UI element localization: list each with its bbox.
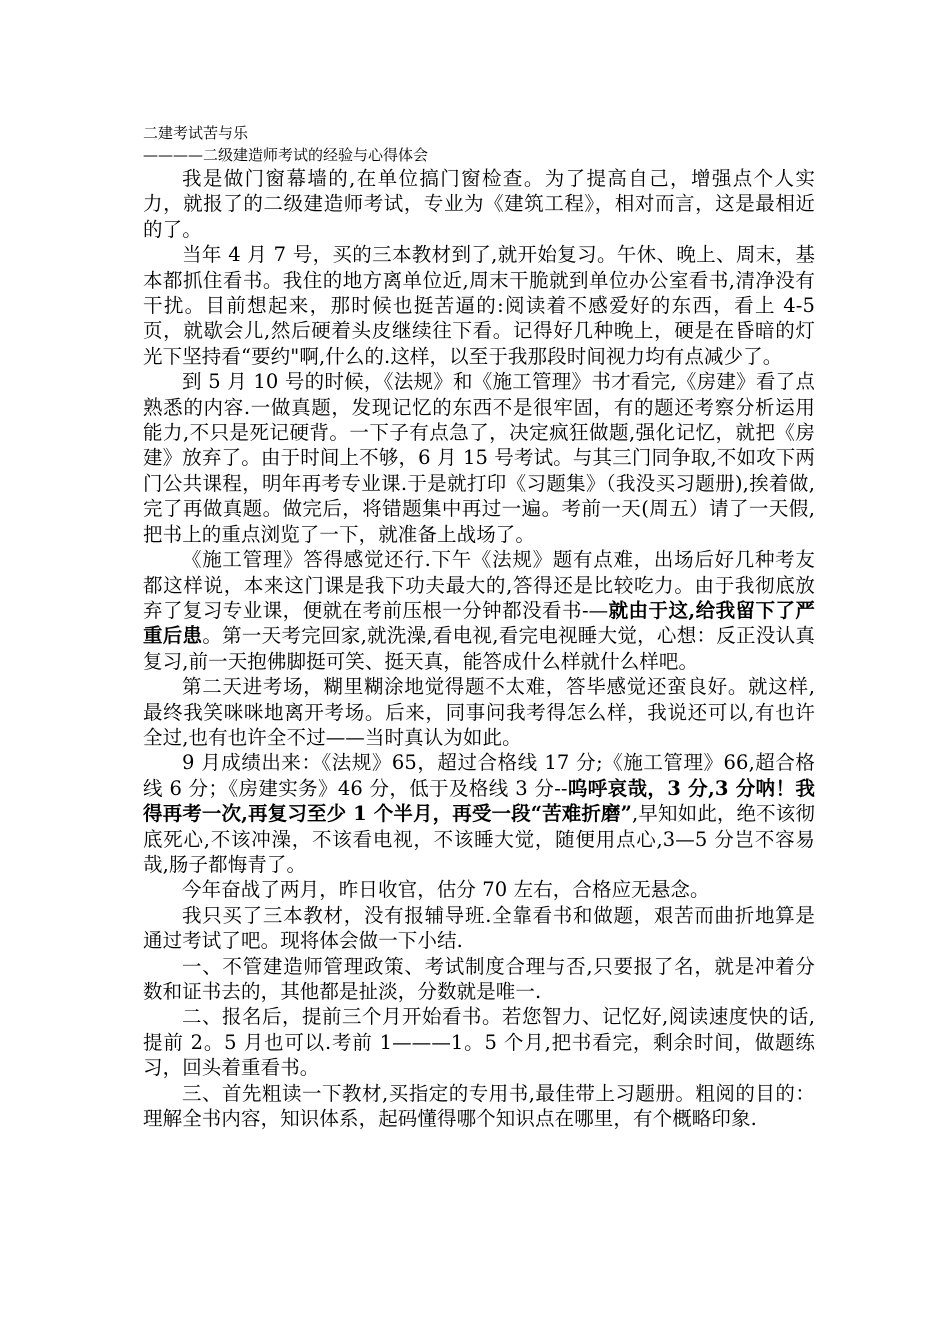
- paragraph-bold-text: 就由于这,给我留下了严重后患: [143, 598, 815, 648]
- paragraph-7: [143, 877, 815, 902]
- paragraph-text: 9 月成绩出来：《法规》65，超过合格线 17 分;《施工管理》66,超合格线 6 分；《房建实务》46 分，低于及格线 3 分--: [143, 751, 815, 800]
- paragraph-text: 我只买了三本教材，没有报辅导班.全靠看书和做题，艰苦而曲折地算是通过考试了吧。现将体会做一下小结.: [143, 903, 815, 953]
- paragraph-3: [143, 369, 815, 547]
- paragraph-6: [143, 750, 815, 877]
- paragraph-bold-text: 呜呼哀哉，3 分,3 分呐！我得再考一次,再复习至少 1 个半月，再受一段“苦难折磨”: [143, 776, 815, 826]
- paragraph-text: 一、不管建造师管理政策、考试制度合理与否,只要报了名，就是冲着分数和证书去的，其他都是扯淡，分数就是唯一.: [143, 954, 815, 1003]
- document-title: 二建考试苦与乐: [143, 124, 249, 142]
- paragraph-text: 我是做门窗幕墙的,在单位搞门窗检查。为了提高自己，增强点个人实力，就报了的二级建造师考试，专业为《建筑工程》，相对而言，这是最相近的了。: [143, 167, 815, 241]
- paragraph-10: [143, 1004, 815, 1080]
- paragraph-11: [143, 1081, 815, 1132]
- paragraph-4: [143, 547, 815, 674]
- paragraph-text: 第二天进考场，糊里糊涂地觉得题不太难，答毕感觉还蛮良好。就这样,最终我笑咪咪地离开考场。后来，同事问我考得怎么样，我说还可以,有也许全过,也有也许全不过——当时真认为如此。: [143, 675, 815, 749]
- paragraph-9: [143, 954, 815, 1005]
- paragraph-text: 二、报名后，提前三个月开始看书。若您智力、记忆好,阅读速度快的话,提前 2。5 月也可以.考前 1———1。5 个月,把书看完，剩余时间，做题练习，回头着重看书。: [143, 1005, 815, 1080]
- paragraph-text: ,早知如此，绝不该彻底死心,不该冲澡，不该看电视，不该睡大觉，随便用点心,3—5 分岂不容易哉,肠子都悔青了。: [143, 802, 816, 876]
- paragraph-text: 到 5 月 10 号的时候，《法规》和《施工管理》书才看完,《房建》看了点熟悉的内容.一做真题，发现记忆的东西不是很牢固，有的题还考察分析运用能力,不只是死记硬背。一下子有点急了，决定疯狂做题,强化记忆，就把《房建》放弃了。由于时间上不够，6 月 15 号考试。与其三门同争取,不如攻下两门公共课程，明年再考专业课.于是就打印《习题集》（我没买习题册),挨着做,完了再做真题。做完后，将错题集中再过一遍。考前一天(周五）请了一天假,把书上的重点浏览了一下，就准备上战场了。: [143, 370, 815, 546]
- document-body: [143, 122, 815, 1131]
- paragraph-text: 。第一天考完回家,就洗澡,看电视,看完电视睡大觉，心想：反正没认真复习,前一天抱佛脚挺可笑、挺天真，能答成什么样就什么样吧。: [143, 624, 815, 673]
- paragraph-8: [143, 903, 815, 954]
- paragraph-5: [143, 674, 815, 750]
- document-subtitle: ————二级建造师考试的经验与心得体会: [143, 146, 429, 164]
- paragraph-text: 今年奋战了两月，昨日收官，估分 70 左右，合格应无悬念。: [182, 878, 710, 902]
- paragraph-1: [143, 166, 815, 242]
- paragraph-2: [143, 242, 815, 369]
- paragraph-text: 《施工管理》答得感觉还行.下午《法规》题有点难，出场后好几种考友都这样说，本来这门课是我下功夫最大的,答得还是比较吃力。由于我彻底放弃了复习专业课，便就在考前压根一分钟都没看书-—: [143, 548, 815, 622]
- paragraph-text: 三、首先粗读一下教材,买指定的专用书,最佳带上习题册。粗阅的目的：理解全书内容，知识体系，起码懂得哪个知识点在哪里，有个概略印象.: [143, 1081, 815, 1131]
- paragraph-text: 当年 4 月 7 号，买的三本教材到了,就开始复习。午休、晚上、周末，基本都抓住看书。我住的地方离单位近,周末干脆就到单位办公室看书,清净没有干扰。目前想起来，那时候也挺苦逼的:阅读着不感爱好的东西，看上 4-5 页，就歇会儿,然后硬着头皮继续往下看。记得好几种晚上，硬是在昏暗的灯光下坚持看“要约"啊,什么的.这样，以至于我那段时间视力均有点减少了。: [143, 243, 815, 368]
